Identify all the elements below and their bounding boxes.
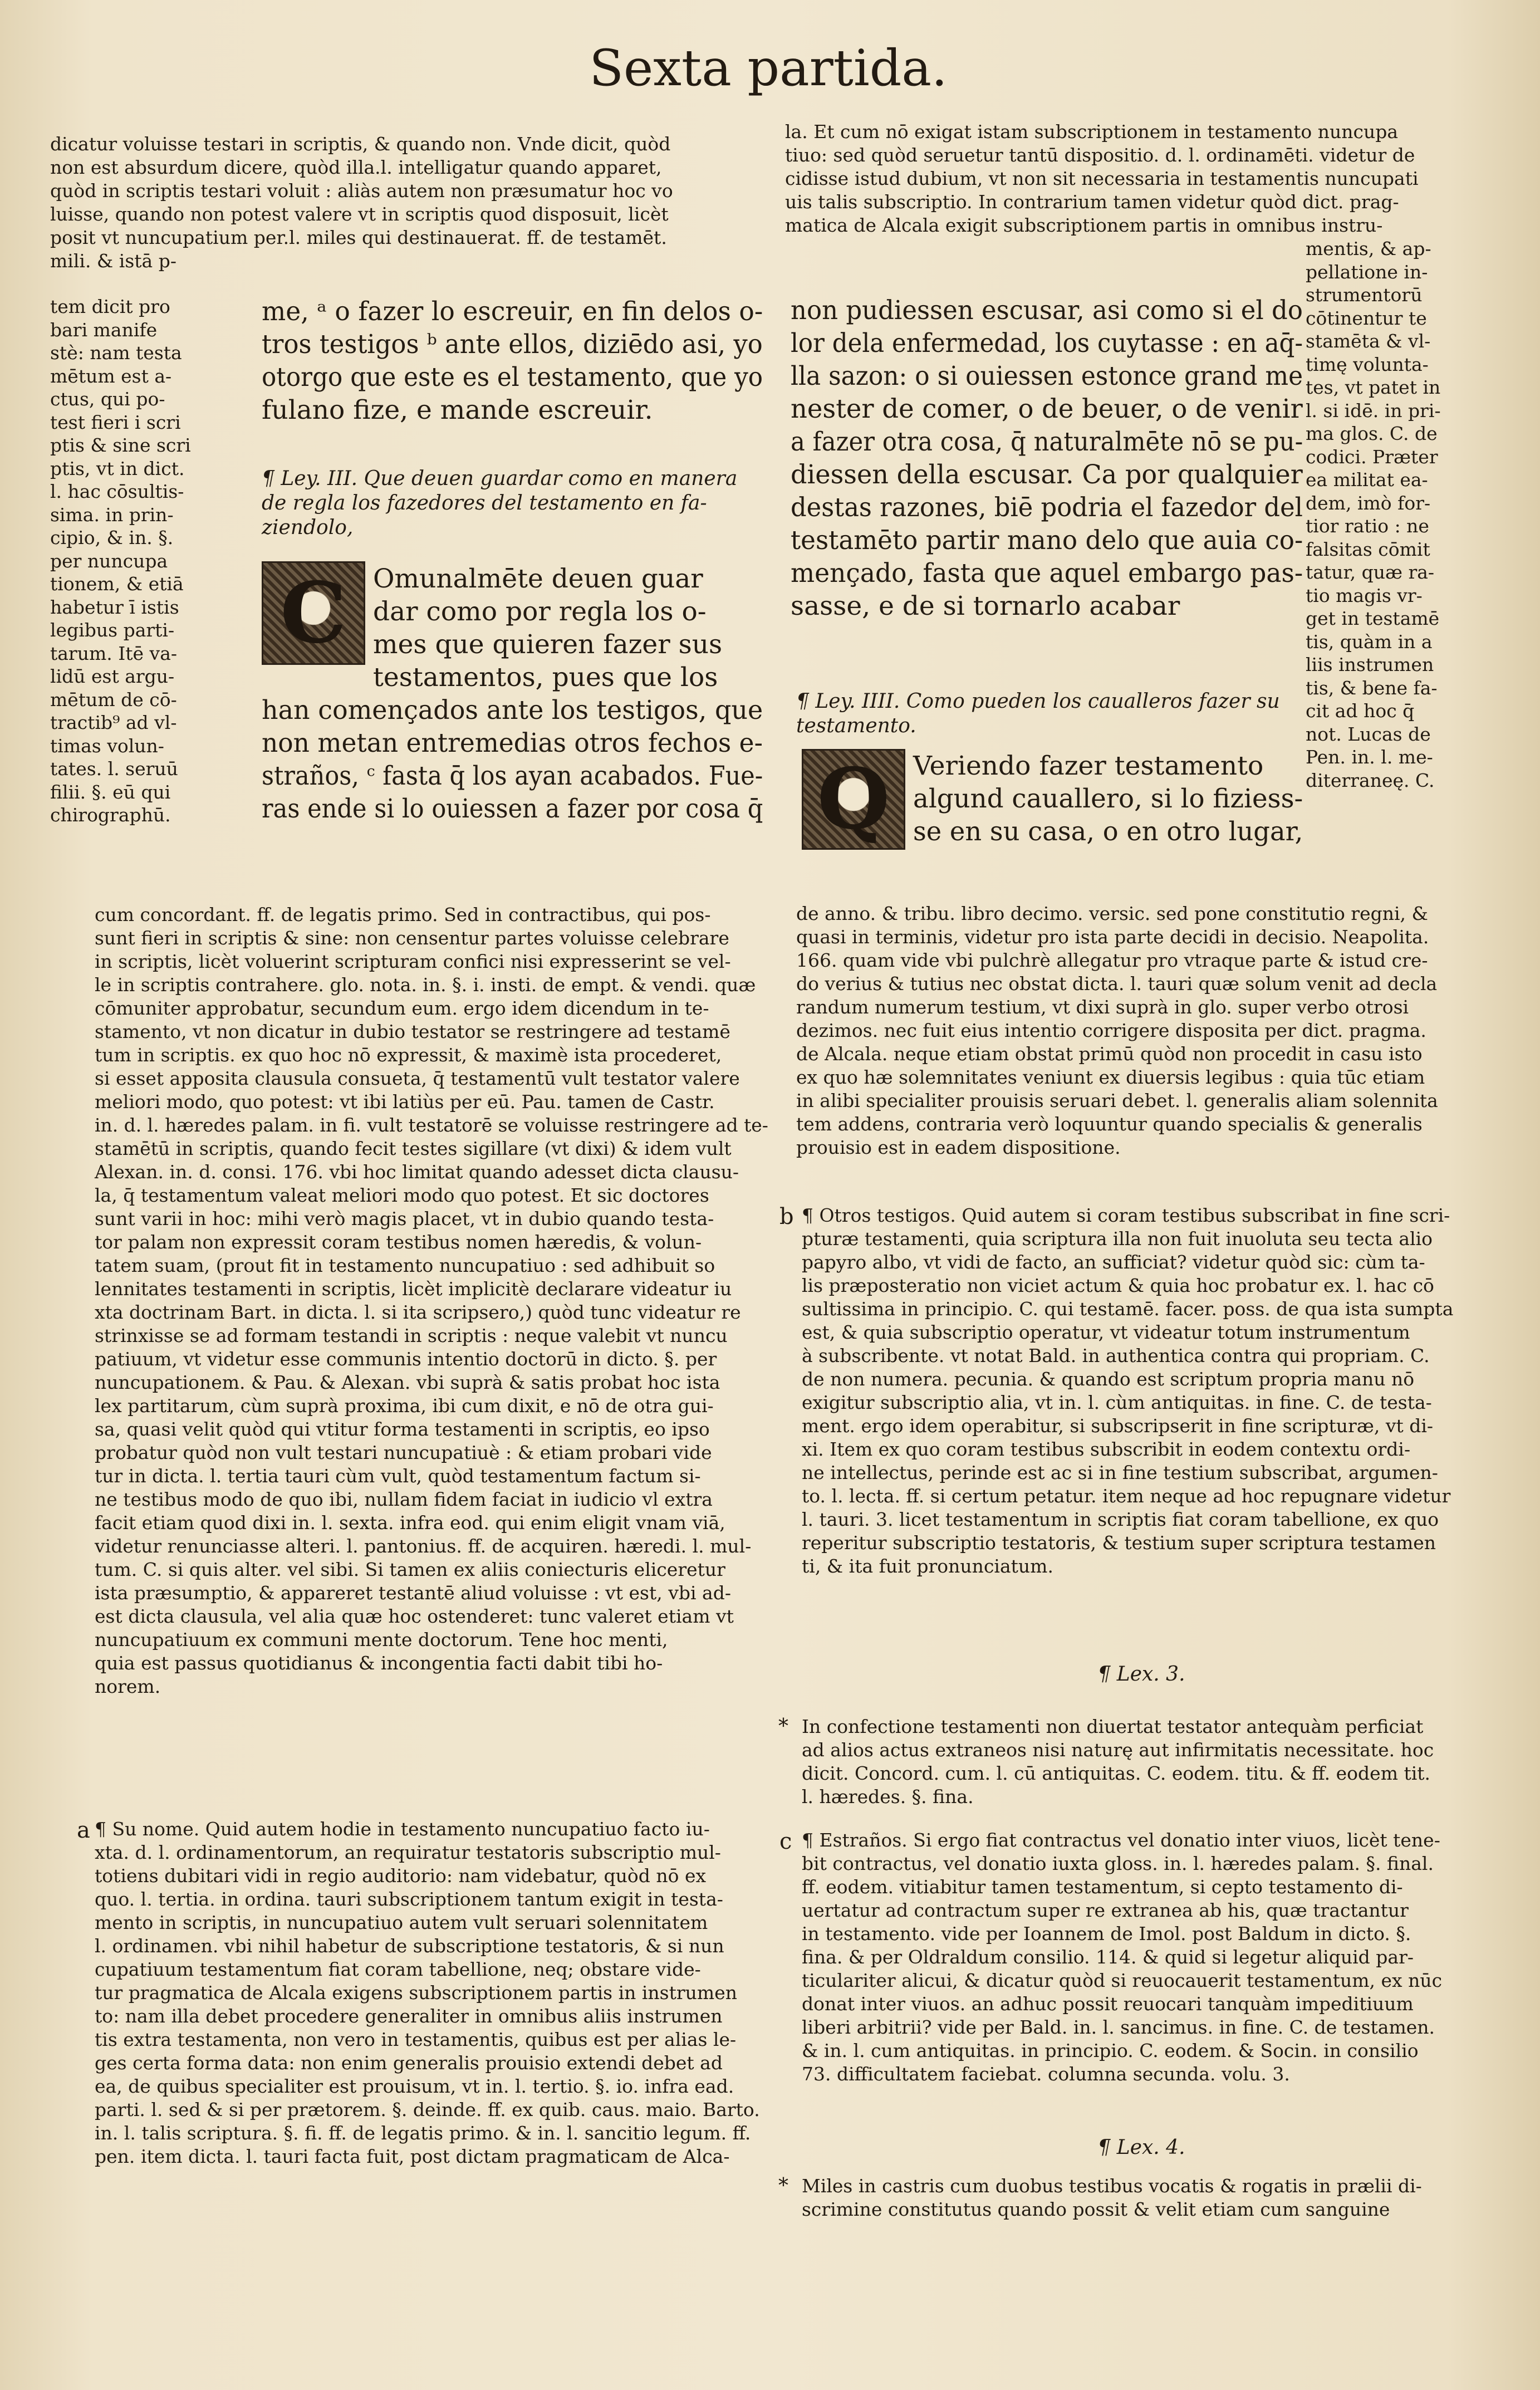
text-line: mentis, & ap-	[1306, 238, 1431, 259]
text-line: dezimos. nec fuit eius intentio corrigere disposita per dict. pragma.	[796, 1020, 1426, 1041]
initial-letter: C	[280, 564, 347, 662]
text-line: stamēta & vl-	[1306, 330, 1431, 352]
text-line: tractib⁹ ad vl-	[50, 712, 177, 733]
text-line: in. d. l. hæredes palam. in fi. vult testatorē se voluisse restringere ad te-	[95, 1114, 768, 1136]
text-line: habetur ī istis	[50, 596, 179, 618]
text-line: meliori modo, quo potest: vt ibi latiùs per eū. Pau. tamen de Castr.	[95, 1091, 715, 1113]
text-line: cōmuniter approbatur, secundum eum. ergo idem dicendum in te-	[95, 997, 709, 1019]
text-line: tum in scriptis. ex quo hoc nō expressit, & maximè ista procederet,	[95, 1044, 722, 1066]
left-body-ley3-indented	[373, 562, 763, 694]
text-line: ma glos. C. de	[1306, 423, 1438, 444]
text-line: in scriptis, licèt voluerint scripturam confici nisi expresserint se vel-	[95, 951, 731, 972]
text-line: lis præposteratio non viciet actum & quia hoc probatur ex. l. hac cō	[802, 1275, 1434, 1296]
text-line: codici. Præter	[1306, 445, 1438, 468]
text-line: In confectione testamenti non diuertat testator antequàm perficiat	[802, 1716, 1424, 1737]
text-line: se en su casa, o en otro lugar,	[913, 816, 1303, 847]
text-line: le in scriptis contrahere. glo. nota. in. §. i. insti. de empt. & vendi. quæ	[95, 974, 756, 996]
text-line: testamēto partir mano delo que auia co-	[791, 525, 1303, 556]
text-line: cupatiuum testamentum fiat coram tabellione, neq; obstare vide-	[95, 1958, 701, 1980]
text-line: de Alcala. neque etiam obstat primū quòd non procedit in casu isto	[796, 1043, 1423, 1065]
gloss-a	[95, 1818, 768, 2168]
text-line: ea militat ea-	[1306, 469, 1428, 491]
text-line: scrimine constitutus quando possit & velit etiam cum sanguine	[802, 2198, 1390, 2220]
text-line: tis, & bene fa-	[1306, 677, 1438, 699]
text-line: tior ratio : ne	[1306, 515, 1429, 537]
text-line: Omunalmēte deuen guar	[373, 564, 703, 594]
left-body-ley2-end	[262, 295, 763, 427]
text-line: tis extra testamenta, non vero in testamentis, quibus est per alias le-	[95, 2029, 737, 2050]
text-line: timas volun-	[50, 734, 164, 757]
text-line: quasi in terminis, videtur pro ista parte decidi in decisio. Neapolita.	[796, 926, 1429, 948]
text-line: à subscribente. vt notat Bald. in authentica contra qui propriam. C.	[802, 1345, 1430, 1367]
initial-letter: Q	[817, 750, 890, 848]
text-line: xi. Item ex quo coram testibus subscribit in eodem contextu ordi-	[802, 1438, 1411, 1460]
left-body-ley3	[262, 694, 763, 825]
text-line: stamento, vt non dicatur in dubio testator se restringere ad testamē	[95, 1021, 730, 1042]
text-line: lennitates testamenti in scriptis, licèt implicitè declarare videatur iu	[95, 1278, 732, 1300]
text-line: bari manife	[50, 319, 158, 341]
text-line: in. l. talis scriptura. §. fi. ff. de legatis primo. & in. l. sancitio legum. ff.	[95, 2122, 751, 2144]
text-line: testamentos, pues que los	[373, 662, 718, 693]
text-line: quòd in scriptis testari voluit : aliàs autem non præsumatur hoc vo	[50, 180, 673, 202]
text-line: fulano fize, e mande escreuir.	[262, 395, 653, 425]
text-line: tor palam non expressit coram testibus nomen hæredis, & volun-	[95, 1231, 702, 1253]
text-line: in testamento. vide per Ioannem de Imol. post Baldum in dicto. §.	[802, 1923, 1411, 1945]
text-line: Alexan. in. d. consi. 176. vbi hoc limitat quando adesset dicta clausu-	[95, 1161, 739, 1183]
text-line: quo. l. tertia. in ordina. tauri subscriptionem tantum exigit in testa-	[95, 1888, 723, 1910]
text-line: papyro albo, vt vidi de facto, an sufficiat? videtur quòd sic: cùm ta-	[802, 1251, 1425, 1273]
text-line: si esset apposita clausula consueta, q̄ testamentū vult testator valere	[95, 1067, 740, 1089]
text-line: quia est passus quotidianus & incongentia facti dabit tibi ho-	[95, 1652, 663, 1674]
text-line: lidū est argu-	[50, 665, 175, 687]
text-line: pellatione in-	[1306, 261, 1428, 283]
text-line: dicit. Concord. cum. l. cū antiquitas. C. eodem. titu. & ff. eodem tit.	[802, 1762, 1431, 1784]
text-line: xta. d. l. ordinamentorum, an requiratur testatoris subscriptio mul-	[95, 1842, 721, 1863]
text-line: lor dela enfermedad, los cuytasse : en aq̄-	[791, 328, 1303, 359]
text-line: liberi arbitrii? vide per Bald. in. l. sancimus. in fine. C. de testamen.	[802, 2016, 1435, 2038]
text-line: luisse, quando non potest valere vt in scriptis quod disposuit, licèt	[50, 203, 669, 225]
text-line: ¶ Su nome. Quid autem hodie in testamento nuncupatiuo facto iu-	[95, 1818, 710, 1840]
text-line: nuncupationem. & Pau. & Alexan. vbi suprà & satis probat hoc ista	[95, 1372, 720, 1393]
text-line: donat inter viuos. an adhuc possit reuocari tanquàm impeditiuum	[802, 1993, 1414, 2015]
gloss-marker-c: c	[779, 1829, 792, 1854]
text-line: legibus parti-	[50, 619, 175, 641]
text-line: han començados ante los testigos, que	[262, 695, 763, 726]
lex-4-summary	[802, 2174, 1492, 2221]
text-line: de non numera. pecunia. & quando est scriptum propria manu nō	[802, 1368, 1415, 1390]
text-line: ¶ Ley. III. Que deuen guardar como en manera	[262, 467, 738, 490]
text-line: ad alios actus extraneos nisi naturę aut infirmitatis necessitate. hoc	[802, 1739, 1434, 1761]
text-line: patiuum, vt videtur esse communis intentio doctorū in dicto. §. per	[95, 1348, 717, 1370]
right-body-ley3-end	[791, 294, 1303, 623]
text-line: straños, ᶜ fasta q̄ los ayan acabados. Fue-	[262, 761, 763, 791]
text-line: cōtinentur te	[1306, 307, 1427, 329]
right-top-gloss	[785, 120, 1498, 237]
text-line: de regla los fazedores del testamento en fa-	[262, 492, 707, 515]
text-line: sasse, e de si tornarlo acabar	[791, 591, 1180, 621]
left-main-gloss	[95, 903, 768, 1698]
text-line: ¶ Estraños. Si ergo fiat contractus vel donatio inter viuos, licèt tene-	[802, 1829, 1440, 1851]
text-line: ff. eodem. vitiabitur tamen testamentum, si cepto testamento di-	[802, 1876, 1403, 1898]
text-line: norem.	[95, 1676, 161, 1697]
text-line: tis, quàm in a	[1306, 630, 1433, 653]
text-line: totiens dubitari vidi in regio auditorio: nam videbatur, quòd nō ex	[95, 1865, 707, 1887]
text-line: uertatur ad contractum super re extranea ab his, quæ tractantur	[802, 1899, 1409, 1921]
text-line: tatem suam, (prout fit in testamento nuncupatiuo : sed adhibuit so	[95, 1255, 715, 1276]
text-line: liis instrumen	[1306, 654, 1434, 675]
text-line: dicatur voluisse testari in scriptis, & quando non. Vnde dicit, quòd	[50, 133, 671, 155]
decorated-initial-q	[802, 749, 905, 850]
text-line: cum concordant. ff. de legatis primo. Sed in contractibus, qui pos-	[95, 904, 711, 925]
text-line: tur pragmatica de Alcala exigens subscriptionem partis in instrumen	[95, 1982, 737, 2004]
text-line: Miles in castris cum duobus testibus vocatis & rogatis in prælii di-	[802, 2175, 1422, 2197]
text-line: mētum de cō-	[50, 688, 177, 711]
text-line: ¶ Otros testigos. Quid autem si coram testibus subscribat in fine scri-	[802, 1204, 1450, 1226]
text-line: matica de Alcala exigit subscriptionem partis in omnibus instru-	[785, 214, 1383, 236]
text-line: fina. & per Oldraldum consilio. 114. & quid si legetur aliquid par-	[802, 1946, 1414, 1968]
gloss-marker-b: b	[779, 1204, 794, 1230]
text-line: test fieri i scri	[50, 411, 181, 433]
text-line: per nuncupa	[50, 550, 168, 572]
text-line: tros testigos ᵇ ante ellos, diziēdo asi, yo	[262, 329, 763, 360]
text-line: stè: nam testa	[50, 342, 182, 364]
text-line: do verius & tutius nec obstat dicta. l. tauri quæ solum venit ad decla	[796, 973, 1438, 995]
gloss-marker-a: a	[77, 1818, 90, 1843]
text-line: ras ende si lo ouiessen a fazer por cosa q̄	[262, 794, 763, 824]
right-side-gloss	[1306, 237, 1489, 792]
text-line: ¶ Ley. IIII. Como pueden los caualleros fazer su	[796, 690, 1280, 713]
text-line: ex quo hæ solemnitates veniunt ex diuersis legibus : quia tūc etiam	[796, 1066, 1425, 1088]
text-line: l. ordinamen. vbi nihil habetur de subscriptione testatoris, & si nun	[95, 1935, 724, 1957]
text-line: ista præsumptio, & appareret testantē aliud voluisse : vt est, vbi ad-	[95, 1582, 731, 1604]
gloss-c	[802, 1829, 1492, 2086]
right-main-gloss	[796, 902, 1492, 1159]
text-line: tem dicit pro	[50, 296, 170, 317]
text-line: ges certa forma data: non enim generalis prouisio extendi debet ad	[95, 2052, 723, 2074]
text-line: lex partitarum, cùm suprà proxima, ibi cum dixit, e nō de otra gui-	[95, 1395, 714, 1417]
text-line: tio magis vr-	[1306, 584, 1423, 606]
text-line: la, q̄ testamentum valeat meliori modo quo potest. Et sic doctores	[95, 1184, 709, 1206]
text-line: diterraneę. C.	[1306, 769, 1435, 791]
text-line: cit ad hoc q̄	[1306, 700, 1415, 722]
text-line: timę volunta-	[1306, 353, 1429, 375]
text-line: la. Et cum nō exigat istam subscriptionem in testamento nuncupa	[785, 121, 1399, 143]
text-line: tem addens, contraria verò loquuntur quando specialis & generalis	[796, 1113, 1423, 1135]
text-line: Pen. in. l. me-	[1306, 746, 1433, 768]
text-line: lla sazon: o si ouiessen estonce grand me	[791, 361, 1303, 391]
text-line: ne testibus modo de quo ibi, nullam fidem faciat in iudicio vl extra	[95, 1488, 713, 1510]
text-line: not. Lucas de	[1306, 723, 1431, 745]
text-line: l. hac cōsultis-	[50, 481, 184, 502]
text-line: diessen della escusar. Ca por qualquier	[791, 459, 1303, 490]
text-line: est, & quia subscriptio operatur, vt videatur totum instrumentum	[802, 1321, 1410, 1343]
text-line: destas razones, biē podria el fazedor del	[791, 492, 1303, 523]
text-line: 73. difficultatem faciebat. columna secunda. volu. 3.	[802, 2063, 1290, 2085]
text-line: to. l. lecta. ff. si certum petatur. item neque ad hoc repugnare videtur	[802, 1485, 1451, 1507]
text-line: l. tauri. 3. licet testamentum in scriptis fiat coram tabellione, ex quo	[802, 1509, 1439, 1530]
decorated-initial-c	[262, 561, 365, 665]
text-line: tur in dicta. l. tertia tauri cùm vult, quòd testamentum factum si-	[95, 1465, 701, 1487]
text-line: otorgo que este es el testamento, que yo	[262, 362, 763, 393]
text-line: get in testamē	[1306, 608, 1440, 629]
text-line: cipio, & in. §.	[50, 527, 174, 548]
text-line: ea, de quibus specialiter est prouisum, vt in. l. tertio. §. io. infra ead.	[95, 2075, 734, 2097]
text-line: de anno. & tribu. libro decimo. versic. sed pone constitutio regni, &	[796, 903, 1428, 924]
text-line: dar como por regla los o-	[373, 596, 707, 627]
text-line: l. si idē. in pri-	[1306, 399, 1441, 422]
gloss-b	[802, 1204, 1492, 1578]
left-top-gloss	[50, 133, 768, 273]
text-line: sima. in prin-	[50, 503, 174, 526]
text-line: non pudiessen escusar, asi como si el do	[791, 295, 1303, 326]
text-line: stamētū in scriptis, quando fecit testes sigillare (vt dixi) & idem vult	[95, 1138, 732, 1159]
summary-marker-star: *	[778, 2174, 788, 2197]
text-line: tatur, quæ ra-	[1306, 561, 1435, 583]
text-line: Veriendo fazer testamento	[913, 751, 1264, 781]
text-line: prouisio est in eadem dispositione.	[796, 1137, 1121, 1158]
text-line: probatur quòd non vult testari nuncupatiuè : & etiam probari vide	[95, 1442, 712, 1463]
text-line: tionem, & etiā	[50, 573, 184, 595]
text-line: strumentorū	[1306, 284, 1423, 306]
right-body-ley4	[913, 750, 1303, 848]
text-line: algund cauallero, si lo fiziess-	[913, 783, 1303, 814]
text-line: exigitur subscriptio alia, vt in. l. cùm antiquitas. in fine. C. de testa-	[802, 1392, 1432, 1413]
text-line: non est absurdum dicere, quòd illa.l. intelligatur quando apparet,	[50, 156, 662, 178]
text-line: xta doctrinam Bart. in dicta. l. si ita scripsero,) quòd tunc videatur re	[95, 1301, 741, 1323]
text-line: mento in scriptis, in nuncupatiuo autem vult seruari solennitatem	[95, 1912, 708, 1933]
text-line: tates. l. seruū	[50, 758, 178, 780]
text-line: uis talis subscriptio. In contrarium tamen videtur quòd dict. prag-	[785, 191, 1399, 213]
text-line: tarum. Itē va-	[50, 642, 178, 664]
text-line: falsitas cōmit	[1306, 538, 1430, 560]
text-line: dem, imò for-	[1306, 492, 1431, 514]
text-line: bit contractus, vel donatio iuxta gloss. in. l. hæredes palam. §. final.	[802, 1853, 1434, 1874]
text-line: sunt varii in hoc: mihi verò magis placet, vt in dubio quando testa-	[95, 1208, 714, 1230]
text-line: tes, vt patet in	[1306, 376, 1441, 398]
text-line: nuncupatiuum ex communi mente doctorum. Tene hoc menti,	[95, 1629, 668, 1651]
text-line: mes que quieren fazer sus	[373, 629, 723, 660]
text-line: mençado, fasta que aquel embargo pas-	[791, 558, 1303, 589]
heading-ley-4	[796, 689, 1297, 738]
lex-4-heading: ¶ Lex. 4.	[1097, 2136, 1185, 2159]
text-line: me, ᵃ o fazer lo escreuir, en fin delos o-	[262, 296, 763, 327]
text-line: testamento.	[796, 714, 916, 737]
text-line: videtur renunciasse alteri. l. pantonius. ff. de acquiren. hæredi. l. mul-	[95, 1535, 752, 1557]
text-line: sultissima in principio. C. qui testamē. facer. poss. de qua ista sumpta	[802, 1298, 1454, 1320]
text-line: filii. §. eū qui	[50, 781, 171, 803]
text-line: facit etiam quod dixi in. l. sexta. infra eod. qui enim eligit vnam viā,	[95, 1512, 725, 1534]
left-side-gloss	[50, 295, 234, 827]
text-line: parti. l. sed & si per prætorem. §. deinde. ff. ex quib. caus. maio. Barto.	[95, 2099, 760, 2120]
text-line: a fazer otra cosa, q̄ naturalmēte nō se pu-	[791, 427, 1303, 457]
lex-3-summary	[802, 1715, 1492, 1809]
summary-marker-star: *	[778, 1715, 788, 1738]
text-line: mētum est a-	[50, 365, 172, 387]
text-line: l. hæredes. §. fina.	[802, 1786, 974, 1808]
text-line: ti, & ita fuit pronunciatum.	[802, 1555, 1053, 1577]
text-line: ctus, qui po-	[50, 388, 165, 410]
heading-ley-3	[262, 467, 763, 540]
text-line: 166. quam vide vbi pulchrè allegatur pro vtraque parte & istud cre-	[796, 949, 1428, 971]
text-line: tum. C. si quis alter. vel sibi. Si tamen ex aliis coniecturis eliceretur	[95, 1559, 725, 1580]
text-line: est dicta clausula, vel alia quæ hoc ostenderet: tunc valeret etiam vt	[95, 1605, 734, 1627]
text-line: ptis, vt in dict.	[50, 457, 185, 479]
text-line: reperitur subscriptio testatoris, & testium super scriptura testamen	[802, 1532, 1436, 1554]
text-line: ziendolo,	[262, 516, 354, 539]
text-line: & in. l. cum antiquitas. in principio. C. eodem. & Socin. in consilio	[802, 2040, 1419, 2061]
text-line: to: nam illa debet procedere generaliter in omnibus aliis instrumen	[95, 2005, 723, 2027]
text-line: posit vt nuncupatium per.l. miles qui destinauerat. ff. de testamēt.	[50, 227, 667, 248]
text-line: tiuo: sed quòd seruetur tantū dispositio. d. l. ordinamēti. videtur de	[785, 144, 1415, 166]
text-line: chirographū.	[50, 804, 171, 826]
text-line: ptis & sine scri	[50, 434, 191, 456]
text-line: mili. & istā p-	[50, 250, 176, 272]
text-line: nester de comer, o de beuer, o de venir	[791, 394, 1303, 424]
text-line: randum numerum testium, vt dixi suprà in glo. super verbo otrosi	[796, 996, 1409, 1018]
text-line: ment. ergo idem operabitur, si subscripserit in fine scripturæ, vt di-	[802, 1415, 1434, 1437]
lex-3-heading: ¶ Lex. 3.	[1097, 1663, 1185, 1686]
text-line: strinxisse se ad formam testandi in scriptis : neque valebit vt nuncu	[95, 1325, 728, 1346]
text-line: ne intellectus, perinde est ac si in fine testium subscribat, argumen-	[802, 1462, 1438, 1483]
text-line: cidisse istud dubium, vt non sit necessaria in testamentis nuncupati	[785, 168, 1419, 189]
text-line: sa, quasi velit quòd qui vtitur forma testamenti in scriptis, eo ipso	[95, 1418, 710, 1440]
text-line: pen. item dicta. l. tauri facta fuit, post dictam pragmaticam de Alca-	[95, 2146, 730, 2167]
text-line: sunt fieri in scriptis & sine: non censentur partes voluisse celebrare	[95, 927, 729, 949]
text-line: ticulariter alicui, & dicatur quòd si reuocauerit testamentum, ex nūc	[802, 1970, 1443, 1991]
text-line: non metan entremedias otros fechos e-	[262, 728, 763, 758]
text-line: in alibi specialiter prouisis seruari debet. l. generalis aliam solennita	[796, 1090, 1438, 1111]
running-head: Sexta partida.	[589, 39, 948, 97]
text-line: pturæ testamenti, quia scriptura illa non fuit inuoluta seu tecta alio	[802, 1228, 1433, 1250]
